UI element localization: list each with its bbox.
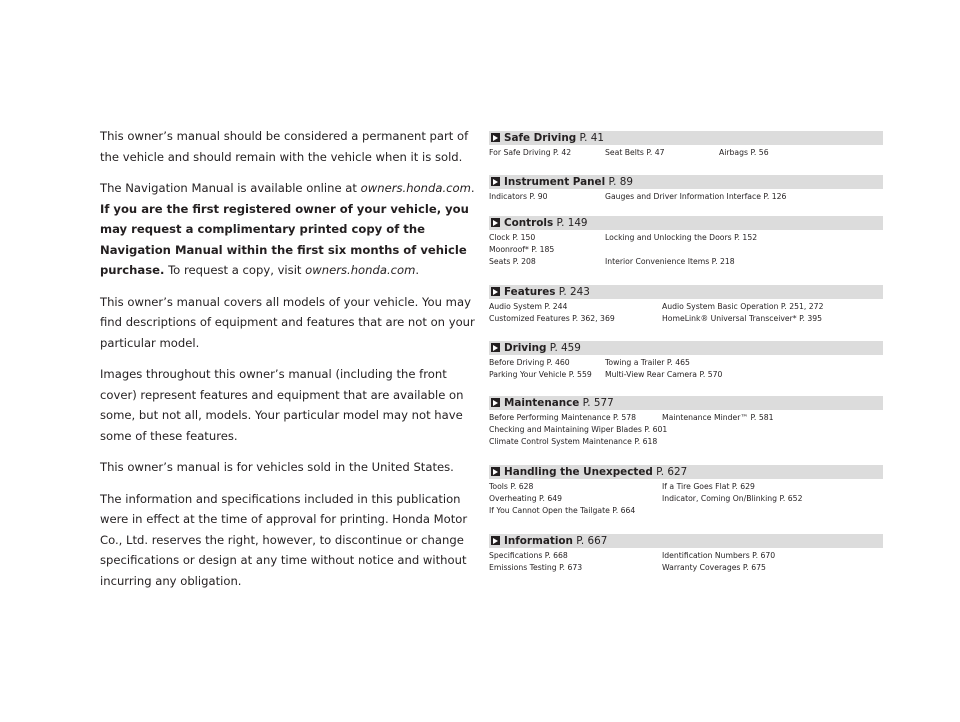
toc-row xyxy=(489,493,883,505)
toc-section-page: P. 577 xyxy=(582,397,614,409)
toc-section-header[interactable] xyxy=(489,131,883,145)
toc-link[interactable]: Customized Features P. 362, 369 xyxy=(489,314,615,323)
toc-row xyxy=(489,191,883,203)
toc-link[interactable]: Airbags P. 56 xyxy=(719,148,769,157)
toc-link[interactable]: Audio System Basic Operation P. 251, 272 xyxy=(662,302,824,311)
toc-link[interactable]: Indicators P. 90 xyxy=(489,192,548,201)
arrow-right-icon xyxy=(491,133,500,142)
toc-row xyxy=(489,424,883,436)
intro-p2-text-c: To request a copy, visit xyxy=(164,263,306,277)
toc-row xyxy=(489,505,883,517)
arrow-right-icon xyxy=(491,398,500,407)
toc-section-title: Handling the Unexpected xyxy=(504,466,653,478)
toc-link[interactable]: Before Driving P. 460 xyxy=(489,358,570,367)
toc-link[interactable]: Indicator, Coming On/Blinking P. 652 xyxy=(662,494,803,503)
toc-link[interactable]: Identification Numbers P. 670 xyxy=(662,551,776,560)
intro-bold-notice: If you are the first registered owner of your vehicle, you may request a complimentary printed copy of the Navigation Manual within the first six months of vehicle purchase. xyxy=(100,201,469,277)
toc-row xyxy=(489,550,883,562)
intro-paragraph-1: This owner’s manual should be considered a permanent part of the vehicle and should remain with the vehicle when it is sold. xyxy=(100,129,469,164)
toc-link[interactable]: Multi-View Rear Camera P. 570 xyxy=(605,370,723,379)
arrow-right-icon xyxy=(491,467,500,476)
toc-link[interactable]: Clock P. 150 xyxy=(489,233,536,242)
arrow-right-icon xyxy=(491,177,500,186)
toc-link[interactable]: Overheating P. 649 xyxy=(489,494,563,503)
toc-link[interactable]: Seat Belts P. 47 xyxy=(605,148,665,157)
toc-section-header[interactable] xyxy=(489,534,883,548)
intro-text xyxy=(100,126,476,602)
toc-row xyxy=(489,232,883,244)
toc-row xyxy=(489,369,883,381)
toc-section-features xyxy=(489,285,883,325)
toc-link[interactable]: Tools P. 628 xyxy=(489,482,534,491)
toc-link[interactable]: Checking and Maintaining Wiper Blades P. 601 xyxy=(489,425,668,434)
toc-link[interactable]: Locking and Unlocking the Doors P. 152 xyxy=(605,233,758,242)
toc-row xyxy=(489,412,883,424)
arrow-right-icon xyxy=(491,218,500,227)
toc-section-page: P. 243 xyxy=(558,286,590,298)
toc-section-page: P. 667 xyxy=(576,535,608,547)
toc-section-header[interactable] xyxy=(489,285,883,299)
toc-section-header[interactable] xyxy=(489,175,883,189)
intro-p2-text-d: . xyxy=(415,263,420,277)
toc-section-page: P. 459 xyxy=(549,342,581,354)
toc-section-title: Information xyxy=(504,535,573,547)
toc-section-maintenance xyxy=(489,396,883,448)
intro-url-2: owners.honda.com xyxy=(305,263,416,277)
toc-link[interactable]: Warranty Coverages P. 675 xyxy=(662,563,766,572)
toc-link[interactable]: Seats P. 208 xyxy=(489,257,536,266)
toc-link[interactable]: Interior Convenience Items P. 218 xyxy=(605,257,735,266)
toc-link[interactable]: HomeLink® Universal Transceiver* P. 395 xyxy=(662,314,823,323)
toc-section-header[interactable] xyxy=(489,465,883,479)
intro-paragraph-2 xyxy=(100,178,476,281)
toc-section-handling-the-unexpected xyxy=(489,465,883,517)
toc-section-title: Maintenance xyxy=(504,397,580,409)
intro-paragraph-6: The information and specifications included in this publication were in effect at the time of approval for printing. Honda Motor Co., Ltd. reserves the right, however, to discontinue or change specifications or design at any time without notice and without incurring any obligation. xyxy=(100,491,468,588)
toc-section-title: Instrument Panel xyxy=(504,176,606,188)
toc-section-driving xyxy=(489,341,883,381)
intro-paragraph-5: This owner’s manual is for vehicles sold in the United States. xyxy=(100,460,454,474)
toc-link[interactable]: Audio System P. 244 xyxy=(489,302,568,311)
arrow-right-icon xyxy=(491,343,500,352)
toc-section-page: P. 627 xyxy=(656,466,688,478)
toc-section-instrument-panel xyxy=(489,175,883,203)
toc-section-title: Controls xyxy=(504,217,554,229)
arrow-right-icon xyxy=(491,287,500,296)
toc-link[interactable]: Moonroof* P. 185 xyxy=(489,245,555,254)
toc-link[interactable]: If You Cannot Open the Tailgate P. 664 xyxy=(489,506,636,515)
toc-section-header[interactable] xyxy=(489,216,883,230)
toc-row xyxy=(489,481,883,493)
toc-section-controls xyxy=(489,216,883,268)
toc-row xyxy=(489,256,883,268)
toc-row xyxy=(489,147,883,159)
toc-row xyxy=(489,436,883,448)
toc-section-title: Safe Driving xyxy=(504,132,577,144)
toc-section-safe-driving xyxy=(489,131,883,159)
toc-row xyxy=(489,313,883,325)
toc-link[interactable]: Maintenance Minder™ P. 581 xyxy=(662,413,774,422)
intro-p2-text-a: The Navigation Manual is available online at xyxy=(100,181,361,195)
toc-section-title: Driving xyxy=(504,342,547,354)
toc-link[interactable]: Gauges and Driver Information Interface P. 126 xyxy=(605,192,787,201)
toc-section-header[interactable] xyxy=(489,341,883,355)
toc-section-page: P. 89 xyxy=(608,176,633,188)
intro-p2-text-b: . xyxy=(470,181,475,195)
toc-section-page: P. 149 xyxy=(556,217,588,229)
intro-paragraph-4: Images throughout this owner’s manual (including the front cover) represent features and equipment that are available on some, but not all, models. Your particular model may not have some of these features. xyxy=(100,367,464,443)
toc-link[interactable]: Parking Your Vehicle P. 559 xyxy=(489,370,592,379)
toc-link[interactable]: Climate Control System Maintenance P. 618 xyxy=(489,437,658,446)
toc-link[interactable]: Emissions Testing P. 673 xyxy=(489,563,583,572)
toc-link[interactable]: Before Performing Maintenance P. 578 xyxy=(489,413,637,422)
toc-link[interactable]: If a Tire Goes Flat P. 629 xyxy=(662,482,755,491)
toc-section-information xyxy=(489,534,883,574)
intro-url: owners.honda.com xyxy=(360,181,471,195)
toc-link[interactable]: Specifications P. 668 xyxy=(489,551,568,560)
toc-row xyxy=(489,301,883,313)
toc-row xyxy=(489,244,883,256)
intro-paragraph-3: This owner’s manual covers all models of your vehicle. You may find descriptions of equipment and features that are not on your particular model. xyxy=(100,294,475,350)
arrow-right-icon xyxy=(491,536,500,545)
toc-link[interactable]: Towing a Trailer P. 465 xyxy=(605,358,690,367)
toc-section-header[interactable] xyxy=(489,396,883,410)
toc-row xyxy=(489,357,883,369)
toc-section-title: Features xyxy=(504,286,556,298)
toc-row xyxy=(489,562,883,574)
toc-link[interactable]: For Safe Driving P. 42 xyxy=(489,148,572,157)
toc-section-page: P. 41 xyxy=(579,132,604,144)
